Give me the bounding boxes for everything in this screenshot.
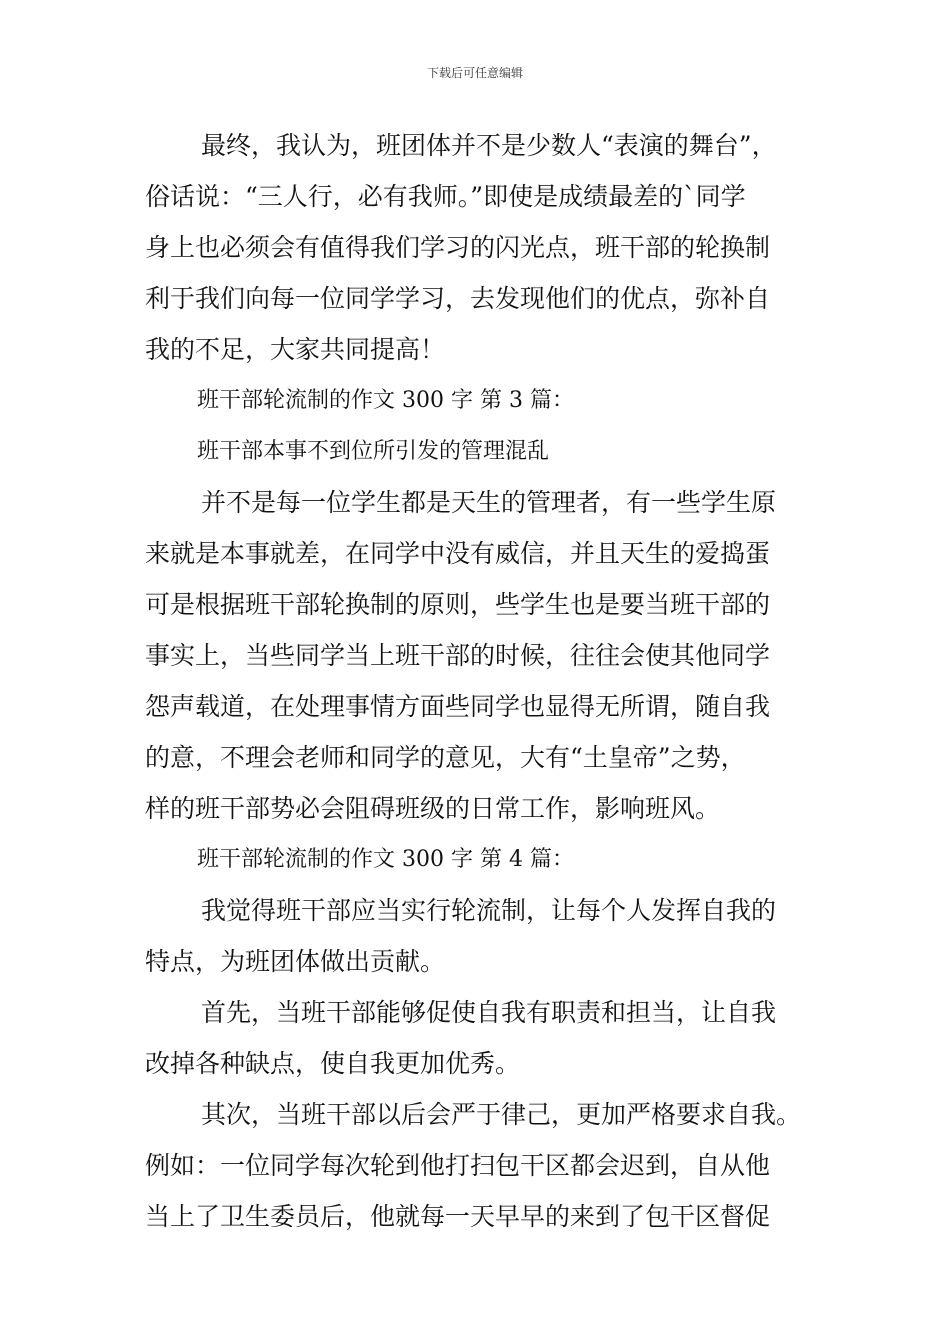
paragraph-line: 怨声载道，在处理事情方面些同学也显得无所谓，随自我 — [145, 692, 771, 721]
paragraph-line: 身上也必须会有值得我们学习的闪光点，班干部的轮换制 — [145, 233, 771, 262]
paragraph-line: 我的不足，大家共同提高！ — [145, 335, 446, 364]
document-body — [145, 120, 845, 1242]
section-heading-4: 班干部轮流制的作文 300 字 第 4 篇： — [197, 847, 574, 872]
paragraph-line: 例如：一位同学每次轮到他打扫包干区都会迟到，自从他 — [145, 1151, 771, 1180]
paragraph-line: 样的班干部势必会阻碍班级的日常工作，影响班风。 — [145, 794, 721, 823]
paragraph-line: 最终，我认为，班团体并不是少数人“表演的舞台”， — [201, 131, 777, 160]
paragraph-line: 俗话说：“三人行，必有我师。”即使是成绩最差的`同学 — [145, 182, 746, 211]
section-subtitle: 班干部本事不到位所引发的管理混乱 — [197, 439, 550, 464]
paragraph-line: 当上了卫生委员后，他就每一天早早的来到了包干区督促 — [145, 1202, 771, 1231]
paragraph-line: 其次，当班干部以后会严于律己，更加严格要求自我。 — [201, 1100, 802, 1129]
download-note: 下载后可任意编辑 — [426, 66, 523, 80]
section-heading-3: 班干部轮流制的作文 300 字 第 3 篇： — [197, 388, 574, 413]
paragraph-line: 并不是每一位学生都是天生的管理者，有一些学生原 — [201, 488, 777, 517]
paragraph-line: 特点，为班团体做出贡献。 — [145, 947, 446, 976]
paragraph-line: 改掉各种缺点，使自我更加优秀。 — [145, 1049, 521, 1078]
paragraph-line: 利于我们向每一位同学学习，去发现他们的优点，弥补自 — [145, 284, 771, 313]
paragraph-line: 我觉得班干部应当实行轮流制，让每个人发挥自我的 — [201, 896, 777, 925]
paragraph-line: 的意，不理会老师和同学的意见，大有“土皇帝”之势， — [145, 743, 746, 772]
paragraph-line: 来就是本事就差，在同学中没有威信，并且天生的爱捣蛋 — [145, 539, 771, 568]
paragraph-line: 可是根据班干部轮换制的原则，些学生也是要当班干部的 — [145, 590, 771, 619]
paragraph-line: 事实上，当些同学当上班干部的时候，往往会使其他同学 — [145, 641, 771, 670]
paragraph-line: 首先，当班干部能够促使自我有职责和担当，让自我 — [201, 998, 777, 1027]
